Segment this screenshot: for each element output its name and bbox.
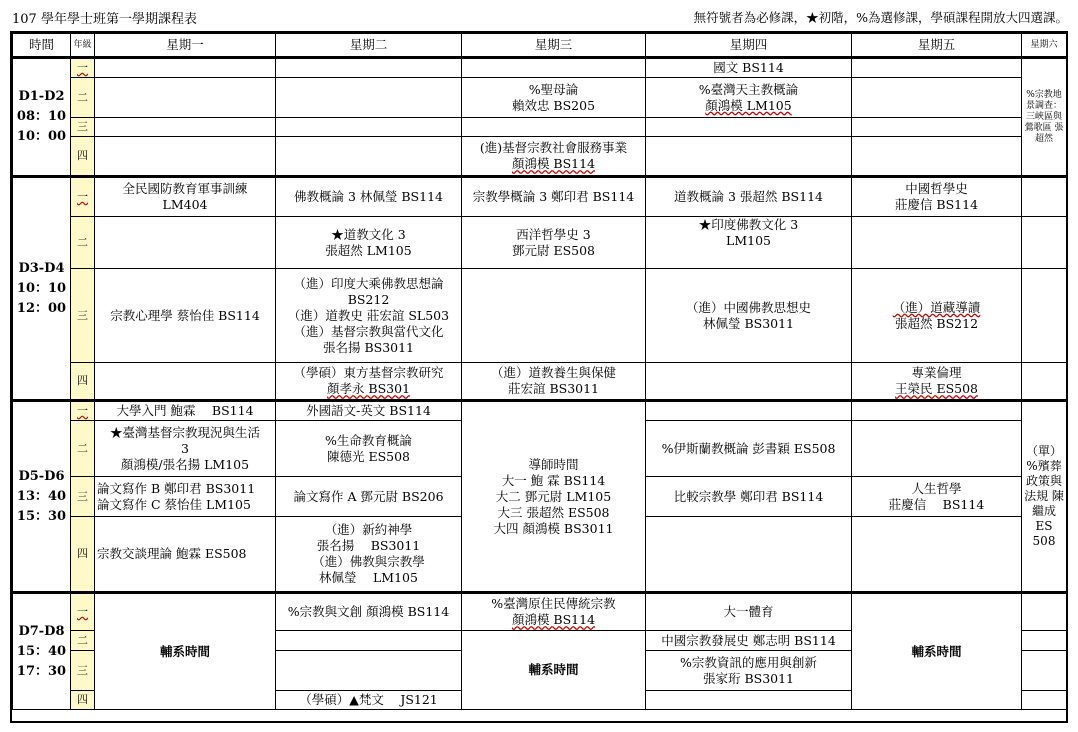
year-label: 一 bbox=[71, 58, 95, 78]
year-label: 四 bbox=[71, 517, 95, 593]
course-cell-sat: %宗教地景調查：三峽區與鶯歌區 張超然 bbox=[1022, 58, 1067, 177]
course-cell: %宗教與文創 顏鴻模 BS114 bbox=[276, 593, 462, 631]
col-fri: 星期五 bbox=[852, 34, 1022, 58]
col-wed: 星期三 bbox=[462, 34, 646, 58]
cell-empty bbox=[276, 78, 462, 118]
course-cell: %宗教資訊的應用與創新 張家珩 BS3011 bbox=[646, 651, 852, 691]
year-label: 二 bbox=[71, 631, 95, 651]
course-cell: 比較宗教學 鄭印君 BS114 bbox=[646, 477, 852, 517]
cell-empty bbox=[276, 137, 462, 177]
course-cell-advisor: 導師時間 大一 鮑 霖 BS114 大二 鄧元尉 LM105 大三 張超然 ES508 大四 顏鴻模 BS3011 bbox=[462, 401, 646, 593]
course-cell: 全民國防教育軍事訓練 LM404 bbox=[95, 177, 276, 217]
cell-empty bbox=[95, 217, 276, 269]
schedule-title: 107 學年學士班第一學期課程表 bbox=[12, 12, 197, 27]
col-tue: 星期二 bbox=[276, 34, 462, 58]
cell-empty bbox=[646, 118, 852, 137]
cell-empty bbox=[276, 118, 462, 137]
cell-empty bbox=[852, 78, 1022, 118]
table-row bbox=[13, 137, 1067, 177]
course-cell: （進）中國佛教思想史 林佩瑩 BS3011 bbox=[646, 269, 852, 363]
course-cell: %生命教育概論 陳德光 ES508 bbox=[276, 421, 462, 477]
time-slot-d5-d6: D5-D6 13：40 15：30 bbox=[13, 401, 71, 593]
cell-empty bbox=[95, 118, 276, 137]
col-time: 時間 bbox=[13, 34, 71, 58]
table-row bbox=[13, 401, 1067, 421]
cell-empty bbox=[646, 401, 852, 421]
cell-empty bbox=[462, 58, 646, 78]
course-cell: （進）新約神學 張名揚 BS3011 （進）佛教與宗教學 林佩瑩 LM105 bbox=[276, 517, 462, 593]
table-row bbox=[13, 78, 1067, 118]
cell-empty bbox=[462, 269, 646, 363]
schedule-header bbox=[12, 8, 1068, 28]
year-label: 一 bbox=[71, 177, 95, 217]
year-label: 三 bbox=[71, 269, 95, 363]
time-slot-d7-d8: D7-D8 15：40 17：30 bbox=[13, 593, 71, 710]
cell-empty bbox=[852, 421, 1022, 477]
cell-empty bbox=[1022, 363, 1067, 401]
cell-empty bbox=[646, 363, 852, 401]
cell-empty bbox=[276, 631, 462, 651]
course-cell: %臺灣天主教概論 顏鴻模 LM105 bbox=[646, 78, 852, 118]
cell-empty bbox=[95, 78, 276, 118]
cell-empty bbox=[95, 363, 276, 401]
table-row bbox=[13, 177, 1067, 217]
cell-empty bbox=[276, 651, 462, 691]
period-end: 10：00 bbox=[16, 129, 67, 144]
minor-time-wed: 輔系時間 bbox=[462, 631, 646, 710]
course-cell: （進）道教養生與保健 莊宏誼 BS3011 bbox=[462, 363, 646, 401]
course-cell: ★臺灣基督宗教現況與生活 3 顏鴻模/張名揚 LM105 bbox=[95, 421, 276, 477]
col-year: 年級 bbox=[71, 34, 95, 58]
table-row bbox=[13, 217, 1067, 269]
table-row bbox=[13, 593, 1067, 631]
year-label: 一 bbox=[71, 593, 95, 631]
cell-empty bbox=[852, 401, 1022, 421]
course-cell: 中國哲學史 莊慶信 BS114 bbox=[852, 177, 1022, 217]
course-cell: （進）印度大乘佛教思想論 BS212 （進）道教史 莊宏誼 SL503 （進）基督宗教與當代文化 張名揚 BS3011 bbox=[276, 269, 462, 363]
course-cell: 論文寫作 A 鄧元尉 BS206 bbox=[276, 477, 462, 517]
col-mon: 星期一 bbox=[95, 34, 276, 58]
year-label: 二 bbox=[71, 217, 95, 269]
cell-empty bbox=[1022, 217, 1067, 269]
col-sat: 星期六 bbox=[1022, 34, 1067, 58]
course-cell: 外國語文-英文 BS114 bbox=[276, 401, 462, 421]
cell-empty bbox=[95, 137, 276, 177]
time-slot-d1-d2 bbox=[13, 58, 71, 177]
column-header-row bbox=[13, 34, 1067, 58]
course-cell: 佛教概論 3 林佩瑩 BS114 bbox=[276, 177, 462, 217]
cell-empty bbox=[646, 137, 852, 177]
course-cell: （進）道藏導讀 張超然 BS212 bbox=[852, 269, 1022, 363]
period-label: D1-D2 bbox=[18, 89, 65, 104]
col-thu: 星期四 bbox=[646, 34, 852, 58]
minor-time-mon: 輔系時間 bbox=[95, 593, 276, 710]
course-cell-sat: （單）%殯葬政策與法規 陳繼成 ES 508 bbox=[1022, 401, 1067, 593]
table-row bbox=[13, 363, 1067, 401]
year-label: 二 bbox=[71, 421, 95, 477]
cell-empty bbox=[852, 217, 1022, 269]
course-cell: ★印度佛教文化 3 LM105 bbox=[646, 217, 852, 269]
course-cell: %聖母論 賴效忠 BS205 bbox=[462, 78, 646, 118]
schedule-legend: 無符號者為必修課，★初階，%為選修課，學碩課程開放大四選課。 bbox=[693, 10, 1068, 25]
year-label: 四 bbox=[71, 137, 95, 177]
cell-empty bbox=[1022, 691, 1067, 710]
course-cell: ★道教文化 3 張超然 LM105 bbox=[276, 217, 462, 269]
cell-empty bbox=[95, 58, 276, 78]
cell-empty bbox=[1022, 631, 1067, 651]
course-cell: 宗教心理學 蔡怡佳 BS114 bbox=[95, 269, 276, 363]
year-label: 三 bbox=[71, 118, 95, 137]
cell-empty bbox=[852, 137, 1022, 177]
table-row bbox=[13, 118, 1067, 137]
time-slot-d3-d4: D3-D4 10：10 12：00 bbox=[13, 177, 71, 401]
course-cell: 西洋哲學史 3 鄧元尉 ES508 bbox=[462, 217, 646, 269]
course-cell: （學碩）▲梵文 JS121 bbox=[276, 691, 462, 710]
cell-empty bbox=[646, 691, 852, 710]
cell-empty bbox=[462, 118, 646, 137]
course-cell: %臺灣原住民傳統宗教 顏鴻模 BS114 bbox=[462, 593, 646, 631]
cell-empty bbox=[1022, 269, 1067, 363]
minor-time-fri: 輔系時間 bbox=[852, 593, 1022, 710]
course-cell: %伊斯蘭教概論 彭書穎 ES508 bbox=[646, 421, 852, 477]
course-cell: 大學入門 鮑霖 BS114 bbox=[95, 401, 276, 421]
course-cell: 大一體育 bbox=[646, 593, 852, 631]
course-cell: (進)基督宗教社會服務事業 顏鴻模 BS114 bbox=[462, 137, 646, 177]
year-label: 一 bbox=[71, 401, 95, 421]
cell-empty bbox=[1022, 651, 1067, 691]
course-cell: 人生哲學 莊慶信 BS114 bbox=[852, 477, 1022, 517]
table-row bbox=[13, 269, 1067, 363]
cell-empty bbox=[1022, 177, 1067, 217]
year-label: 二 bbox=[71, 78, 95, 118]
course-cell: 宗教交談理論 鮑霖 ES508 bbox=[95, 517, 276, 593]
cell-empty bbox=[1022, 593, 1067, 631]
course-cell: 論文寫作 B 鄭印君 BS3011 論文寫作 C 蔡怡佳 LM105 bbox=[95, 477, 276, 517]
course-cell: 道教概論 3 張超然 BS114 bbox=[646, 177, 852, 217]
course-cell: 中國宗教發展史 鄭志明 BS114 bbox=[646, 631, 852, 651]
period-start: 08：10 bbox=[16, 109, 67, 124]
year-label: 三 bbox=[71, 651, 95, 691]
year-label: 三 bbox=[71, 477, 95, 517]
cell-empty bbox=[852, 517, 1022, 593]
cell-empty bbox=[852, 58, 1022, 78]
year-label: 四 bbox=[71, 363, 95, 401]
course-cell: 宗教學概論 3 鄭印君 BS114 bbox=[462, 177, 646, 217]
course-cell: 國文 BS114 bbox=[646, 58, 852, 78]
year-label: 四 bbox=[71, 691, 95, 710]
timetable bbox=[12, 33, 1067, 710]
cell-empty bbox=[276, 58, 462, 78]
cell-empty bbox=[646, 517, 852, 593]
course-cell: 專業倫理 王榮民 ES508 bbox=[852, 363, 1022, 401]
table-row bbox=[13, 58, 1067, 78]
course-cell: （學碩）東方基督宗教研究 顏孝永 BS301 bbox=[276, 363, 462, 401]
cell-empty bbox=[852, 118, 1022, 137]
